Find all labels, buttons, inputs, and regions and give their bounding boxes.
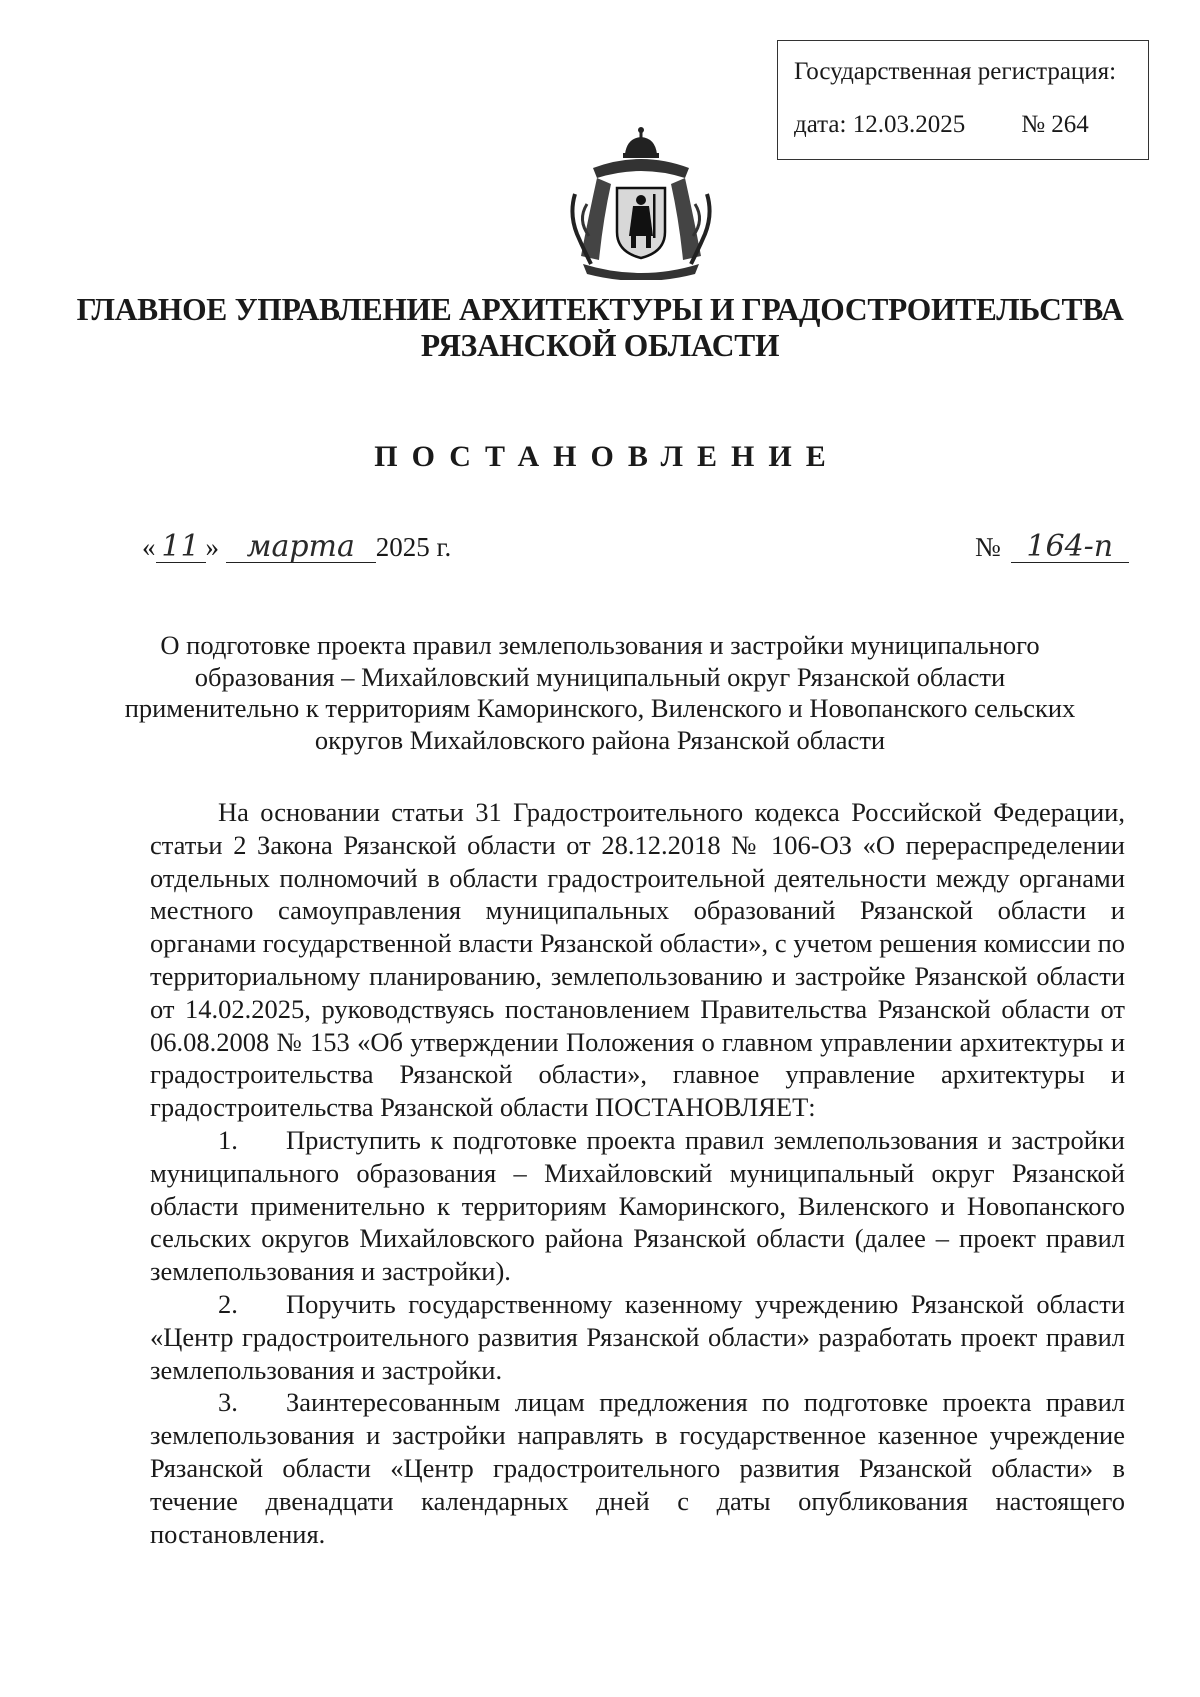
document-subject: О подготовке проекта правил землепользования и застройки муниципального образования – Михайловский муниципальный округ Рязанской области применительно к территориям Каморинского, Виленского и Новопанского сельских округов Михайловского района Рязанской области <box>124 630 1076 755</box>
document-date <box>142 529 452 564</box>
document-type-heading: ПОСТАНОВЛЕНИЕ <box>374 440 840 473</box>
point-1-text: Приступить к подготовке проекта правил землепользования и застройки муниципального образования – Михайловский муниципальный округ Рязанской области применительно к территориям Каморинского, Виленского и Новопанского сельских округов Михайловского района Рязанской области (далее – проект правил землепользования и застройки). <box>150 1124 1125 1287</box>
document-body <box>150 796 1125 1550</box>
point-3-number: 3. <box>218 1387 238 1418</box>
registration-box <box>777 40 1149 160</box>
date-open-quote: « <box>142 532 156 562</box>
point-3-text: Заинтересованным лицам предложения по подготовке проекта правил землепользования и застройки направлять в государственное казенное учреждение Рязанской области «Центр градостроительного развития Рязанской области» в течение двенадцати календарных дней с даты опубликования настоящего постановления. <box>150 1387 1125 1549</box>
number-value-handwritten: 164-п <box>1011 532 1129 563</box>
ryazan-coat-of-arms-icon <box>567 124 715 280</box>
date-close-quote: » <box>205 532 219 562</box>
point-2-text: Поручить государственному казенному учреждению Рязанской области «Центр градостроительного развития Рязанской области» разработать проект правил землепользования и застройки. <box>150 1288 1125 1385</box>
point-2 <box>150 1288 1125 1386</box>
document-number <box>975 529 1129 564</box>
registration-number: № 264 <box>1021 111 1089 138</box>
point-3 <box>150 1386 1125 1550</box>
date-day-handwritten: 11 <box>156 532 206 563</box>
number-sign: № <box>975 532 1001 562</box>
organization-name-line2: РЯЗАНСКОЙ ОБЛАСТИ <box>420 328 780 363</box>
point-1 <box>150 1124 1125 1288</box>
date-month-handwritten: марта <box>226 532 376 563</box>
registration-date: дата: 12.03.2025 <box>794 111 966 138</box>
organization-name-line1: ГЛАВНОЕ УПРАВЛЕНИЕ АРХИТЕКТУРЫ И ГРАДОСТРОИТЕЛЬСТВА <box>76 292 1124 327</box>
date-year: 2025 г. <box>375 532 452 562</box>
preamble-paragraph: На основании статьи 31 Градостроительного кодекса Российской Федерации, статьи 2 Закона Рязанской области от 28.12.2018 № 106-ОЗ «О перераспределении отдельных полномочий в области градостроительной деятельности между органами местного самоуправления муниципальных образований Рязанской области и органами государственной власти Рязанской области», с учетом решения комиссии по территориальному планированию, землепользованию и застройке Рязанской области от 14.02.2025, руководствуясь постановлением Правительства Рязанской области от 06.08.2008 № 153 «Об утверждении Положения о главном управлении архитектуры и градостроительства Рязанской области», главное управление архитектуры и градостроительства Рязанской области ПОСТАНОВЛЯЕТ: <box>150 797 1125 1123</box>
point-2-number: 2. <box>218 1288 238 1319</box>
registration-row <box>794 112 1148 137</box>
registration-title: Государственная регистрация: <box>794 58 1117 85</box>
point-1-number: 1. <box>218 1124 238 1155</box>
